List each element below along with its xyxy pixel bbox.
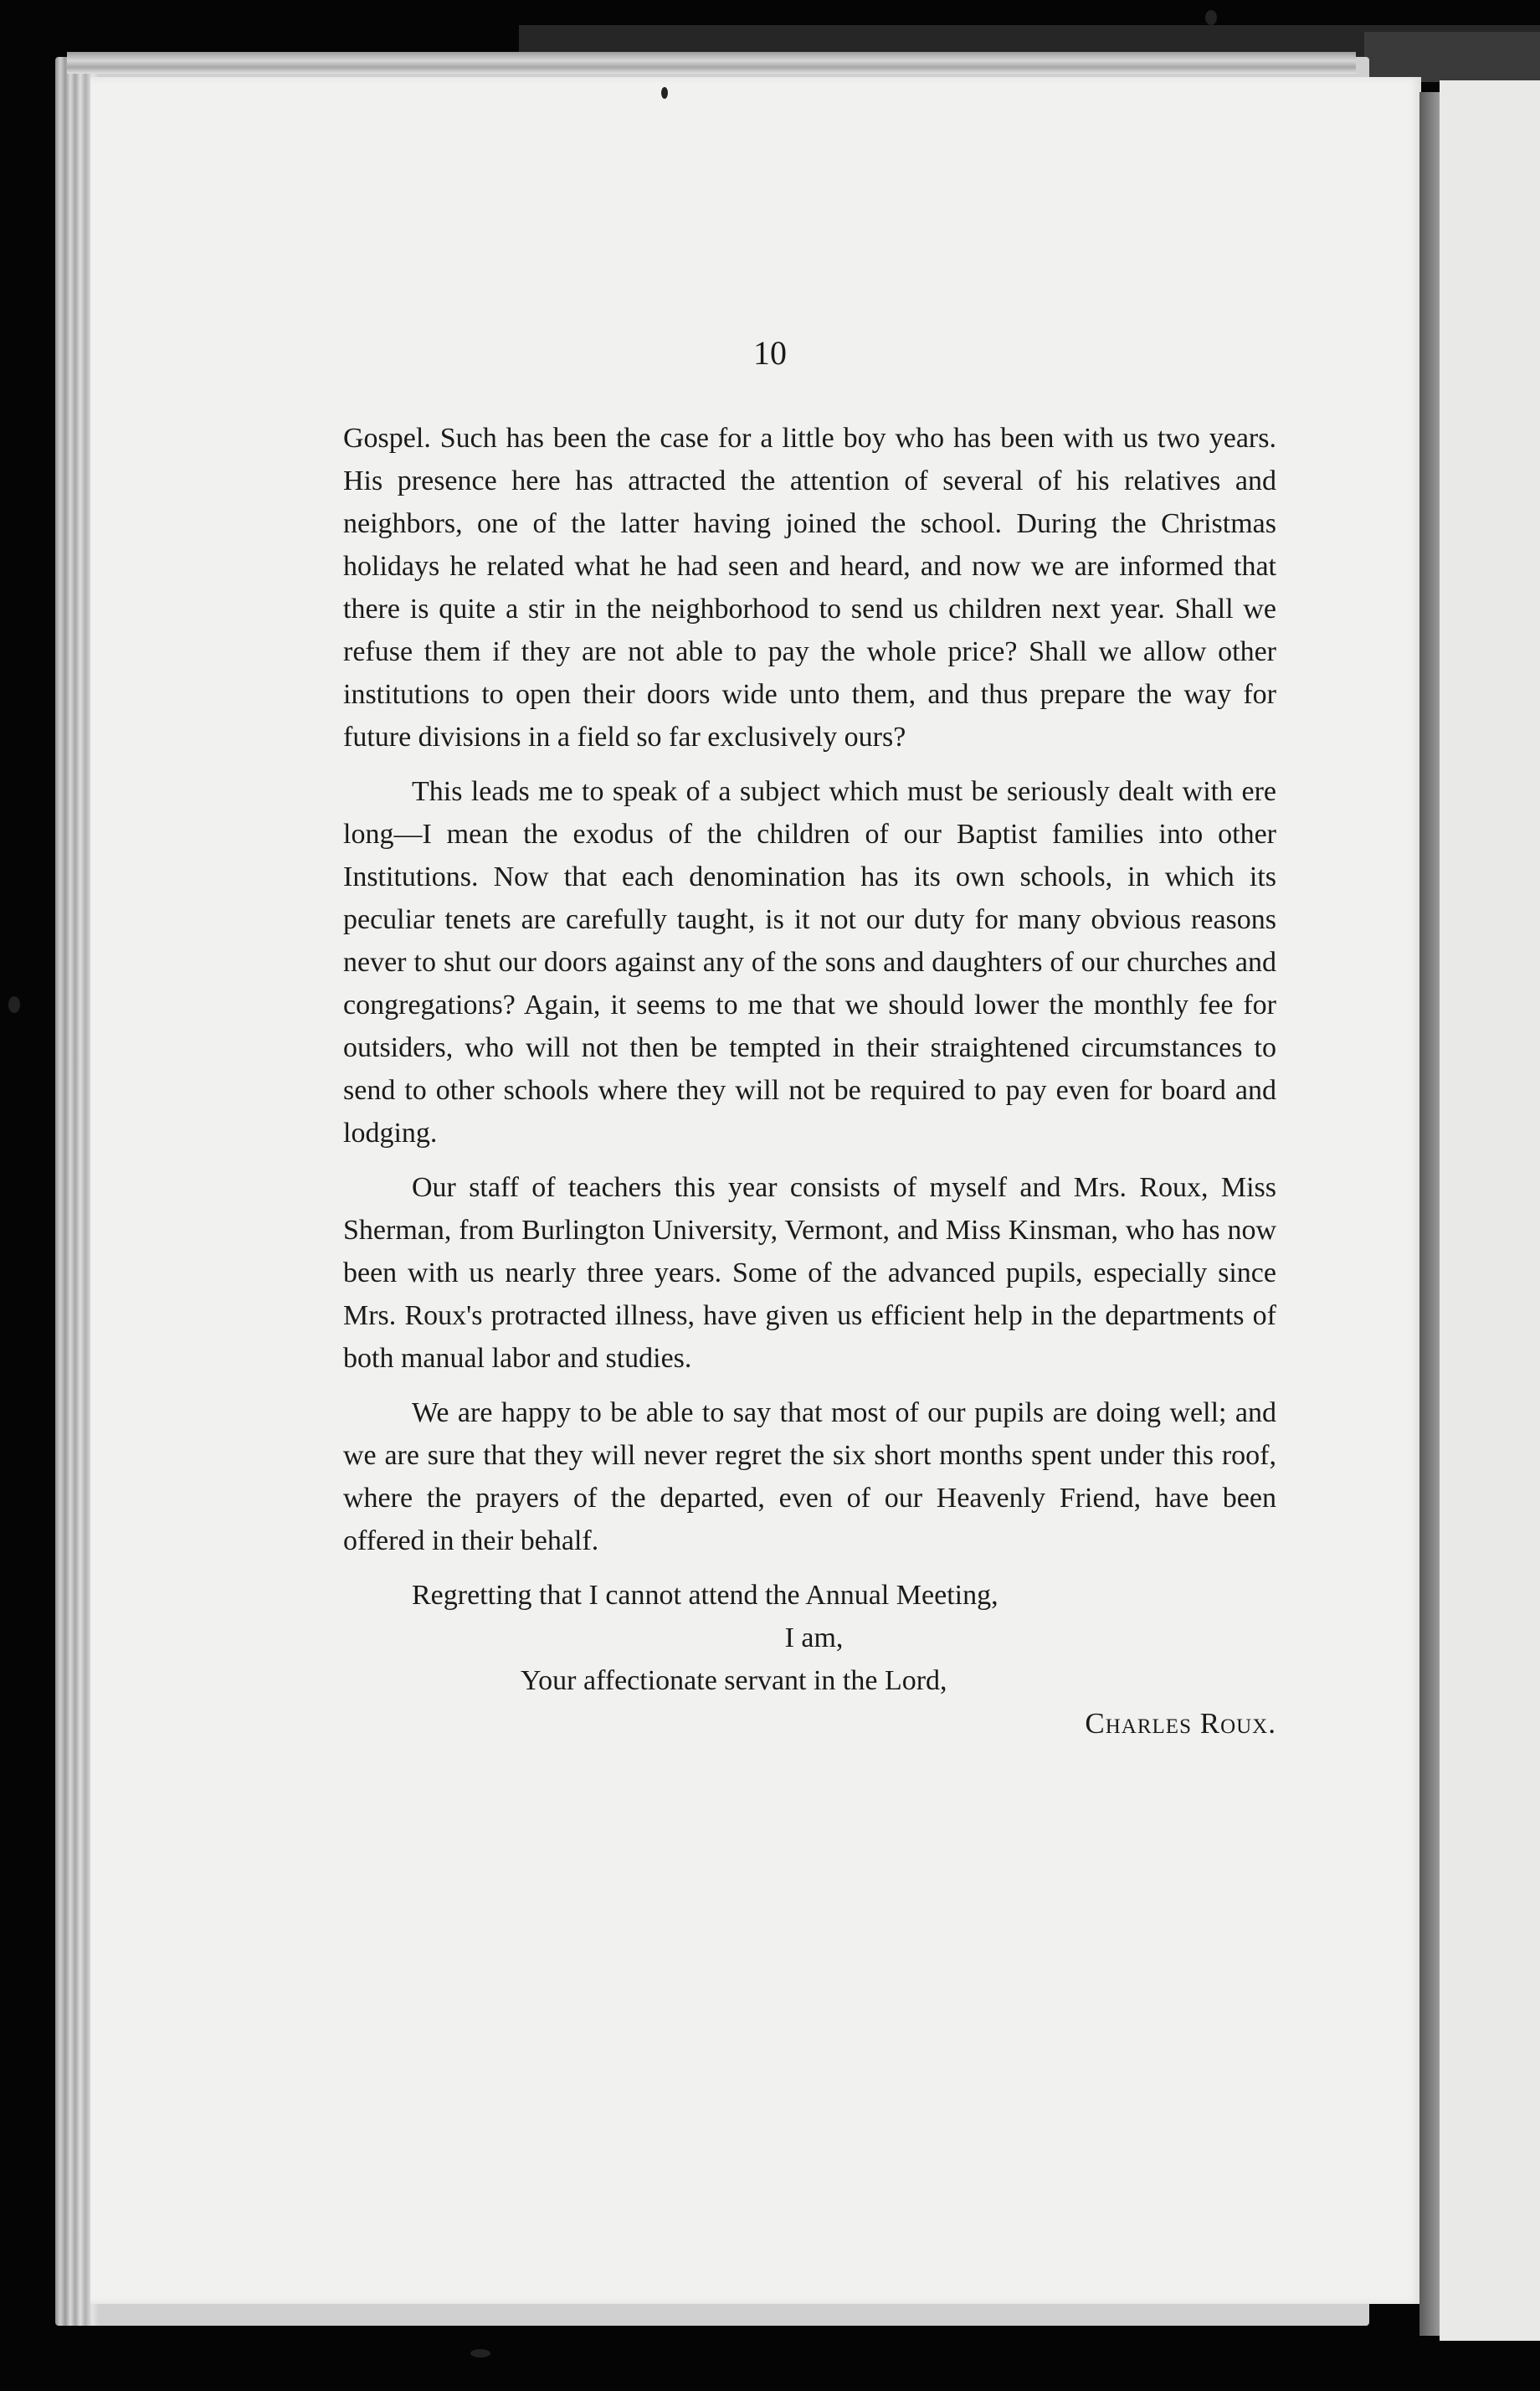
closing-line: Your affectionate servant in the Lord, xyxy=(521,1665,947,1696)
page-number: 10 xyxy=(753,334,787,372)
page-edges-top xyxy=(67,52,1356,74)
scan-speck xyxy=(1205,10,1217,25)
letter-closing xyxy=(343,1574,1276,1745)
paragraph: We are happy to be able to say that most of our pupils are doing well; and we are sure that they will never regret the six short months spent under this roof, where the prayers of the departed, even of our Heavenly Friend, have been offered in their behalf. xyxy=(343,1397,1276,1556)
binding-strip-right xyxy=(1364,32,1540,82)
scan-speck xyxy=(470,2349,490,2358)
signature: Charles Roux. xyxy=(1085,1707,1276,1740)
scan-speck xyxy=(661,87,668,99)
paragraph: Gospel. Such has been the case for a little boy who has been with us two years. His presence here has attracted the attention of several of his relatives and neighbors, one of the latter having joined the school. During the Christmas holidays he related what he had seen and heard, and now we are informed that there is quite a stir in the neighborhood to send us children next year. Shall we refuse them if they are not able to pay the whole price? Shall we allow other institutions to open their doors wide unto them, and thus prepare the way for future divisions in a field so far exclusively ours? xyxy=(343,423,1276,753)
paragraph: Our staff of teachers this year consists of myself and Mrs. Roux, Miss Sherman, from Burlington University, Vermont, and Miss Kinsman, who has now been with us nearly three years. Some of the advanced pupils, especially since Mrs. Roux's protracted illness, have given us efficient help in the departments of both manual labor and studies. xyxy=(343,1172,1276,1374)
body-text xyxy=(343,417,1276,1745)
closing-line: Regretting that I cannot attend the Annual Meeting, xyxy=(412,1580,998,1611)
closing-line: I am, xyxy=(784,1622,844,1653)
next-page-edge xyxy=(1440,80,1540,2341)
page-gutter xyxy=(1419,92,1440,2336)
scan-speck xyxy=(8,996,20,1013)
paragraph: This leads me to speak of a subject which must be seriously dealt with ere long—I mean the exodus of the children of our Baptist families into other Institutions. Now that each denomination has its own schools, in which its peculiar tenets are carefully taught, is it not our duty for many obvious reasons never to shut our doors against any of the sons and daughters of our churches and congregations? Again, it seems to me that we should lower the monthly fee for outsiders, who will not then be tempted in their straightened circumstances to send to other schools where they will not be required to pay even for board and lodging. xyxy=(343,776,1276,1149)
